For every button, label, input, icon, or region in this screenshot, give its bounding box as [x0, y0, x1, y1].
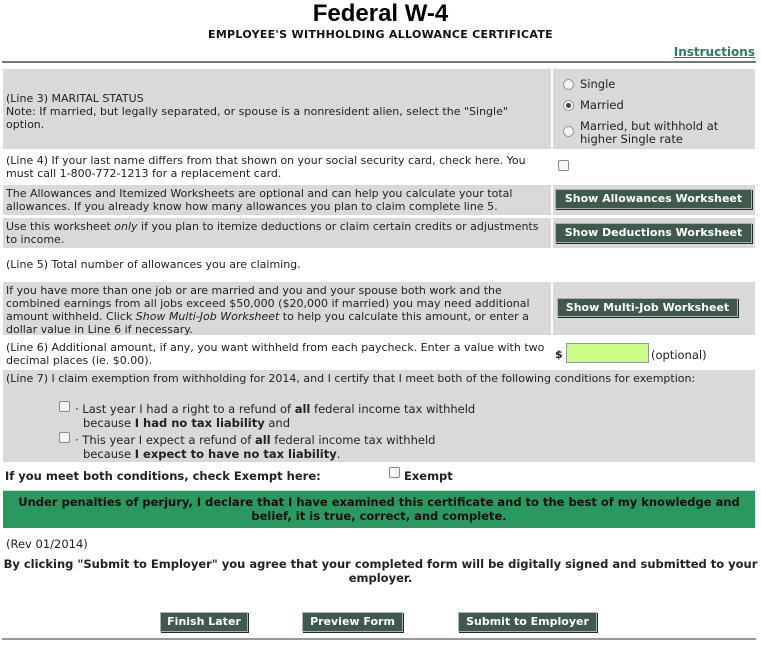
submit-to-employer-button[interactable]: Submit to Employer	[458, 612, 597, 632]
revision-date: (Rev 01/2014)	[6, 537, 88, 551]
marital-status-note: Note: If married, but legally separated, or spouse is a nonresident alien, select the "Single" option.	[6, 105, 508, 131]
submit-agreement: By clicking "Submit to Employer" you agree that your completed form will be digitally signed and submitted to your employer.	[3, 557, 758, 585]
show-multi-job-worksheet-button[interactable]: Show Multi-Job Worksheet	[557, 298, 738, 317]
show-deductions-worksheet-button[interactable]: Show Deductions Worksheet	[555, 223, 752, 243]
preview-form-button[interactable]: Preview Form	[302, 612, 403, 632]
multi-job-text: If you have more than one job or are married and you and your spouse both work and the combined earnings from all jobs exceed $50,000 ($20,000 if married) you may need additional amount withheld. Click Show Multi-Job Worksheet to help you calculate this amount, or enter a dollar value in Line 6 if necessary.	[6, 284, 530, 336]
exemption-text: (Line 7) I claim exemption from withholding for 2014, and I certify that I meet both of the following conditions for exemption:	[6, 372, 696, 385]
radio-married-higher-label-1: Married, but withhold at	[580, 119, 719, 133]
exempt-checkbox[interactable]	[389, 467, 400, 478]
allowances-total-label: (Line 5) Total number of allowances you are claiming.	[6, 258, 301, 271]
radio-single-label: Single	[580, 77, 616, 91]
radio-married-higher-single[interactable]	[563, 126, 574, 137]
allowances-total-row	[3, 250, 755, 280]
exempt-prompt: If you meet both conditions, check Exempt here:	[5, 469, 321, 483]
finish-later-button[interactable]: Finish Later	[160, 612, 248, 632]
last-name-row	[3, 151, 755, 183]
additional-amount-input[interactable]	[566, 343, 649, 363]
radio-married-higher-label-2: higher Single rate	[580, 132, 683, 146]
exempt-label: Exempt	[404, 469, 453, 483]
page-title: Federal W-4	[312, 0, 449, 27]
marital-status-label: (Line 3) MARITAL STATUS	[6, 92, 144, 105]
last-name-text: (Line 4) If your last name differs from that shown on your social security card, check here. You must call 1-800-772-1213 for a replacement card.	[6, 154, 526, 180]
deductions-text: Use this worksheet only if you plan to itemize deductions or claim certain credits or adjustments to income.	[6, 220, 539, 246]
condition-1-checkbox[interactable]	[59, 401, 70, 412]
radio-married[interactable]	[563, 100, 574, 111]
perjury-declaration: Under penalties of perjury, I declare that I have examined this certificate and to the best of my knowledge and belief, it is true, correct, and complete.	[3, 490, 755, 528]
instructions-link[interactable]: Instructions	[673, 45, 755, 59]
divider	[2, 61, 756, 63]
additional-amount-label: (Line 6) Additional amount, if any, you want withheld from each paycheck. Enter a value with two decimal places (ie. $0.00).	[6, 341, 545, 367]
allowances-text: The Allowances and Itemized Worksheets are optional and can help you calculate your total allowances. If you already know how many allowances you plan to claim complete line 5.	[6, 187, 513, 213]
optional-hint: (optional)	[651, 348, 707, 362]
radio-single[interactable]	[563, 79, 574, 90]
last-name-checkbox[interactable]	[558, 160, 569, 171]
bottom-divider	[2, 638, 756, 640]
condition-2-checkbox[interactable]	[59, 432, 70, 443]
page-subtitle: EMPLOYEE'S WITHHOLDING ALLOWANCE CERTIFICATE	[208, 28, 553, 41]
currency-symbol: $	[555, 348, 563, 361]
condition-2-text: · This year I expect a refund of all federal income tax withheld because I expect to have no tax liability.	[75, 433, 436, 461]
show-allowances-worksheet-button[interactable]: Show Allowances Worksheet	[555, 189, 752, 209]
radio-married-label: Married	[580, 98, 624, 112]
condition-1-text: · Last year I had a right to a refund of all federal income tax withheld because I had no tax liability and	[75, 402, 476, 430]
